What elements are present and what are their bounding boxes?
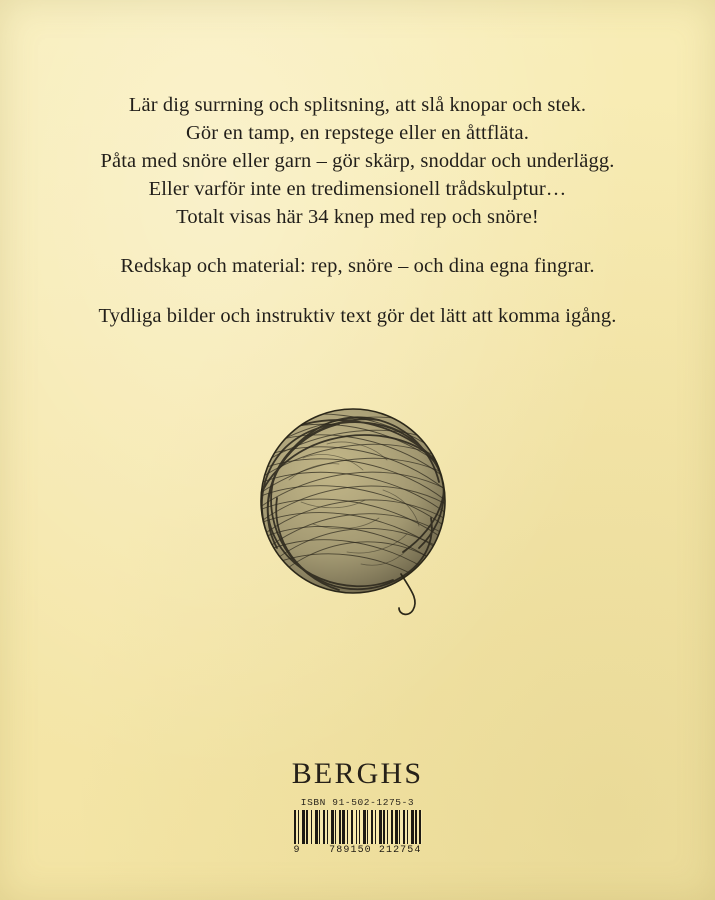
barcode-digit-main: 789150 212754 [329,845,422,856]
isbn-barcode [294,810,422,856]
barcode-digit-prefix: 9 [293,845,301,856]
blurb-line: Gör en tamp, en repstege eller en åttfläta. [186,121,529,144]
blurb-line: Lär dig surrning och splitsning, att slå knopar och stek. [128,94,587,116]
publisher-name: BERGHS [291,757,424,790]
blurb-paragraph [0,92,715,231]
blurb-line: Totalt visas här 34 knep med rep och snöre! [176,205,539,228]
blurb-paragraph [0,253,715,281]
isbn-label: ISBN 91-502-1275-3 [300,797,415,808]
blurb-line: Påta med snöre eller garn – gör skärp, snoddar och underlägg. [100,149,615,172]
yarn-ball-illustration [0,398,715,628]
blurb-line: Tydliga bilder och instruktiv text gör det lätt att komma igång. [98,305,617,328]
blurb-line: Redskap och material: rep, snöre – och dina egna fingrar. [120,255,595,278]
barcode-digits [294,845,422,856]
blurb-paragraph [0,303,715,331]
blurb-line: Eller varför inte en tredimensionell trådskulptur… [148,177,567,200]
blurb-text-block [0,92,715,331]
barcode-bars [294,810,422,844]
